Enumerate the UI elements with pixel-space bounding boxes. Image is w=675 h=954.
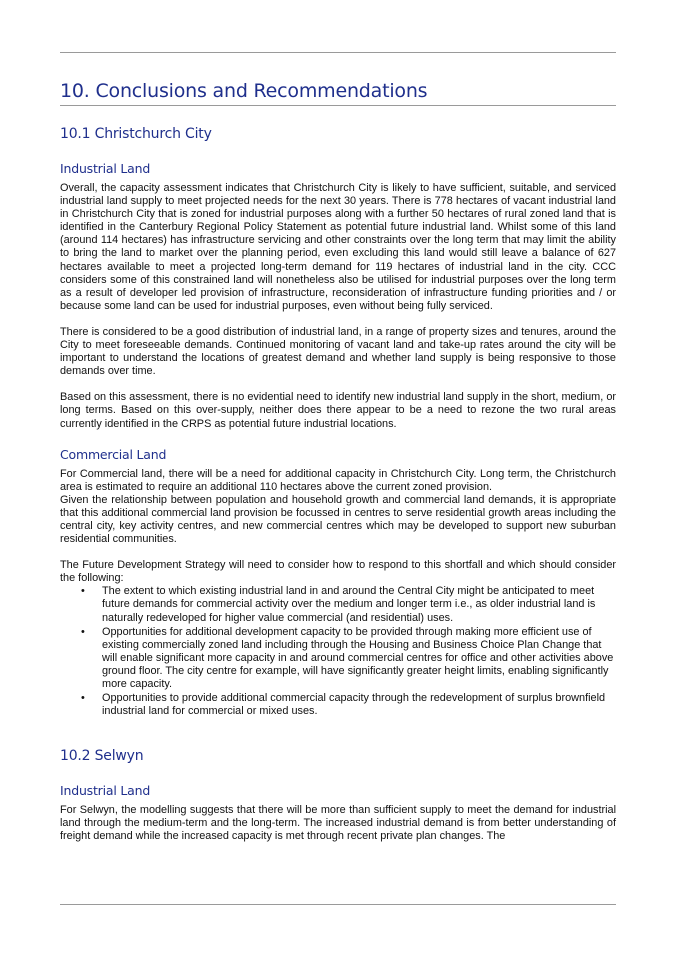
list-item [81, 692, 616, 718]
bullet-glyph: • [81, 625, 85, 638]
paragraph: The Future Development Strategy will need to consider how to respond to this shortfall and which should consider the following: [60, 559, 616, 585]
subheading-industrial-land: Industrial Land [60, 161, 151, 176]
list-item-text: The extent to which existing industrial land in and around the Central City might be anticipated to meet future demands for commercial activity over the medium and longer term i.e., as older industrial land is naturally redeveloped for higher value commercial (and residential) uses. [102, 585, 596, 624]
bullet-glyph: • [81, 585, 85, 598]
commercial-considerations-list [60, 585, 616, 718]
paragraph: Overall, the capacity assessment indicates that Christchurch City is likely to have sufficient, suitable, and serviced industrial land supply to meet projected needs for the next 30 years. There is 778 hectares of vacant industrial land in Christchurch City that is zoned for industrial purposes along with a further 50 hectares of rural zoned land that is identified in the Canterbury Regional Policy Statement as potential future industrial land. Whilst some of this land (around 114 hectares) has infrastructure servicing and other constraints over the long term that may limit the ability to bring the land to market over the planning period, even excluding this land would still leave a balance of 627 hectares available to meet a projected long-term demand for 119 hectares of industrial land in the city. CCC considers some of this constrained land will nonetheless also be utilised for industrial purposes over the long term as a result of developer led provision of infrastructure, reconsideration of infrastructure funding priorities and / or because some land can be used for industrial purposes, even without being fully serviced. [60, 182, 616, 312]
paragraph: There is considered to be a good distribution of industrial land, in a range of property sizes and tenures, around the City to meet foreseeable demands. Continued monitoring of vacant land and take-up rates around the city will be important to understand the locations of greatest demand and whether land supply is being responsive to those demands over time. [60, 325, 616, 378]
header-rule [60, 52, 616, 53]
section-heading-selwyn: 10.2 Selwyn [60, 748, 144, 765]
list-item [81, 585, 616, 624]
paragraph: Given the relationship between population and household growth and commercial land demands, it is appropriate that this additional commercial land provision be focussed in centres to serve residential growth areas including the central city, key activity centres, and new commercial centres which may be developed to support new suburban residential communities. [60, 493, 616, 546]
bullet-glyph: • [81, 692, 85, 705]
subheading-commercial-land: Commercial Land [60, 446, 167, 462]
list-item [81, 625, 616, 691]
section-heading-christchurch: 10.1 Christchurch City [60, 126, 212, 142]
subheading-industrial-land: Industrial Land [60, 783, 151, 799]
list-item-text: Opportunities to provide additional commercial capacity through the redevelopment of surplus brownfield industrial land for commercial or mixed uses. [102, 692, 606, 718]
page-content [60, 80, 616, 844]
chapter-title: 10. Conclusions and Recommendations [60, 80, 616, 106]
paragraph: For Commercial land, there will be a need for additional capacity in Christchurch City. Long term, the Christchurch area is estimated to require an additional 110 hectares above the current zoned provision. [60, 467, 616, 493]
list-item-text: Opportunities for additional development capacity to be provided through making more efficient use of existing commercially zoned land including through the Housing and Business Choice Plan Change that will enable significant more capacity in and around commercial centres for office and other activities above ground floor. The city centre for example, will have significantly greater height limits, enabling significantly more capacity. [102, 625, 614, 690]
footer-rule [60, 904, 616, 905]
paragraph: Based on this assessment, there is no evidential need to identify new industrial land supply in the short, medium, or long terms. Based on this over-supply, neither does there appear to be a need to rezone the two rural areas currently identified in the CRPS as potential future industrial locations. [60, 391, 616, 430]
paragraph: For Selwyn, the modelling suggests that there will be more than sufficient supply to meet the demand for industrial land through the medium-term and the long-term. The increased industrial demand is from better understanding of freight demand while the increased capacity is met through recent private plan changes. The [60, 804, 616, 843]
